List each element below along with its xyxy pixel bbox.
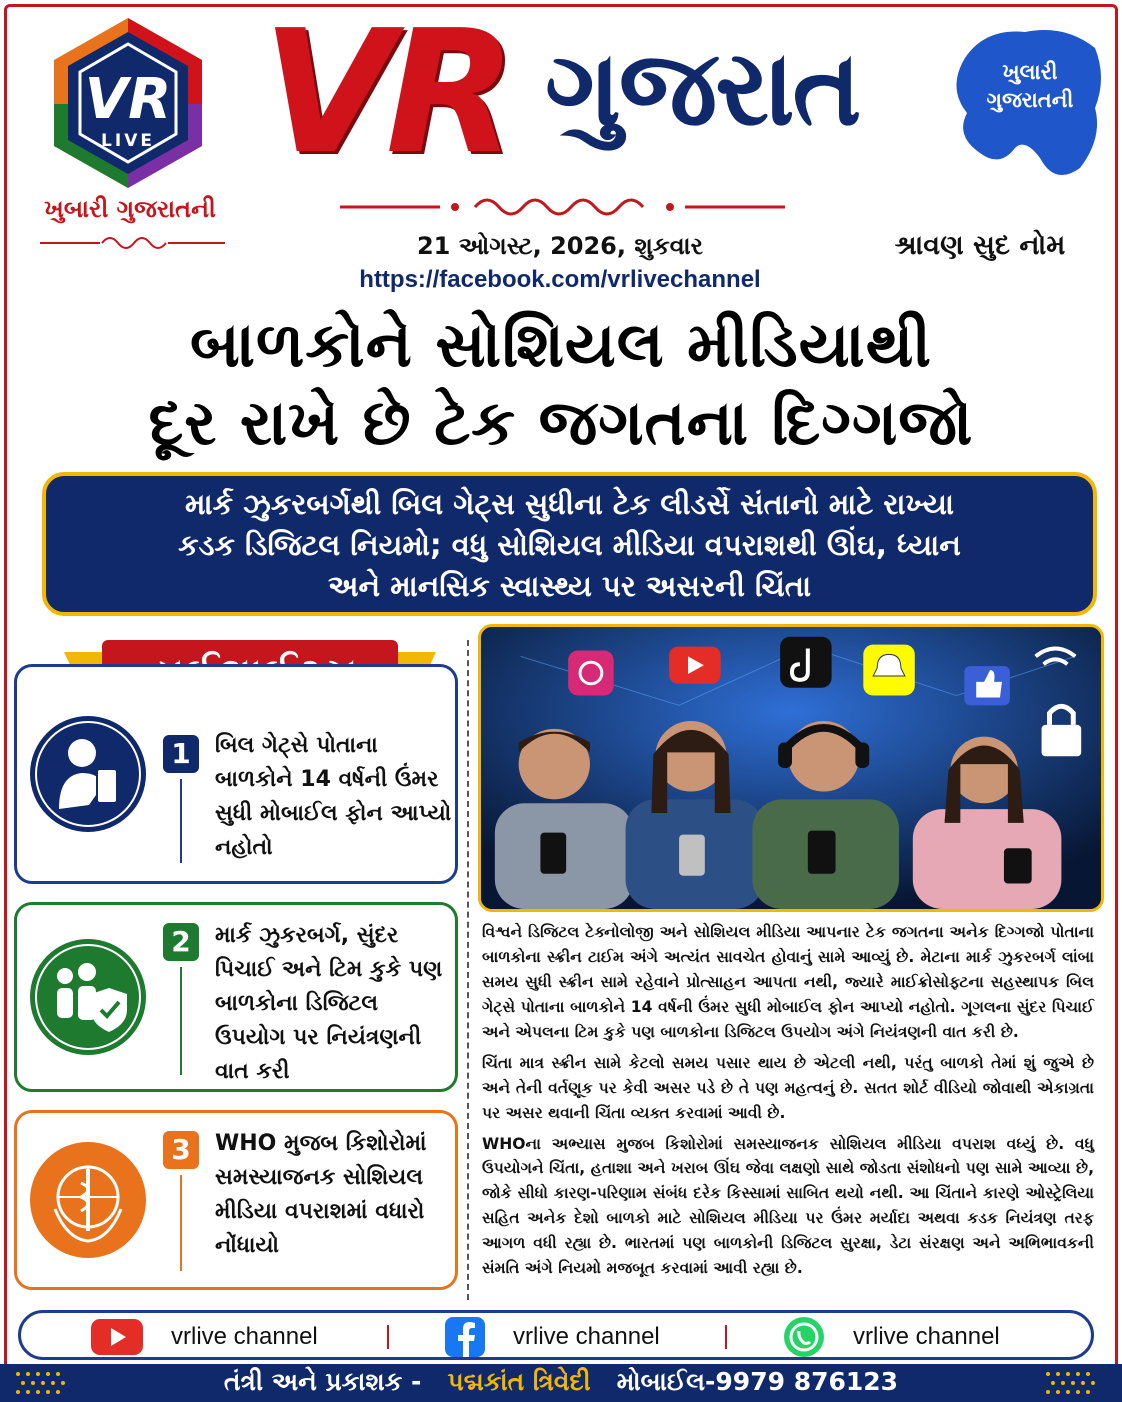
issue-date: 21 ઓગસ્ટ, 2026, શુકવાર — [416, 232, 704, 260]
column-divider — [467, 640, 469, 1300]
tithi-date: શ્રાવણ સુદ નોમ — [894, 230, 1066, 261]
highlight-card-3 — [14, 1110, 458, 1290]
youtube-label: vrlive channel — [171, 1323, 318, 1350]
subheadline-box — [42, 472, 1097, 616]
kids-with-phones-photo — [478, 624, 1104, 912]
facebook-icon — [445, 1317, 485, 1357]
masthead-flourish — [340, 192, 785, 222]
facebook-link[interactable] — [445, 1319, 660, 1355]
subheadline-line2: કડક ડિજિટલ નિયમો; વધુ સોશિયલ મીડિયા વપરાશથી ઊંઘ, ધ્યાન — [178, 528, 961, 563]
highlight-card-2 — [14, 902, 458, 1092]
masthead-vr: VR — [262, 0, 509, 192]
highlight-divider-line — [180, 1175, 182, 1271]
whatsapp-icon — [783, 1316, 825, 1358]
social-separator — [725, 1325, 727, 1349]
youtube-link[interactable] — [91, 1319, 318, 1355]
svg-text:VR: VR — [84, 67, 172, 132]
map-label-line2: ગુજરાતની — [986, 88, 1074, 113]
highlight-divider-line — [180, 779, 182, 863]
social-separator — [387, 1325, 389, 1349]
whatsapp-link[interactable] — [783, 1319, 1000, 1355]
highlight-text-2: માર્ક ઝુકરબર્ગ, સુંદર પિચાઈ અને ટિમ કુકે પણ બાળકોના ડિજિટલ ઉપયોગ પર નિયંત્રણની વાત કરી — [215, 923, 443, 1085]
headline-line1: બાળકોને સોશિયલ મીડિયાથી — [190, 308, 932, 381]
family-shield-icon — [27, 936, 149, 1058]
footer-bar — [0, 1364, 1122, 1402]
whatsapp-label: vrlive channel — [853, 1323, 1000, 1350]
logo-tagline: ખુબારી ગુજરાતની — [44, 195, 216, 223]
publisher-prefix: તંત્રી અને પ્રકાશક - — [223, 1367, 422, 1396]
publisher-mobile: મોબાઈલ-9979 876123 — [616, 1367, 899, 1396]
facebook-url-link[interactable]: https://facebook.com/vrlivechannel — [359, 266, 761, 293]
article-paragraph-3: WHOના અભ્યાસ મુજબ કિશોરોમાં સમસ્યાજનક સોશિયલ મીડિયા વપરાશ વધ્યું છે. વધુ ઉપયોગને ચિંતા, હતાશા અને ખરાબ ઊંઘ જેવા લક્ષણો સાથે જોડતા સંશોધનો પણ સામે આવ્યા છે, જોકે સીધો કારણ-પરિણામ સંબંધ દરેક કિસ્સામાં સાબિત થયો નથી. આ ચિંતાને કારણે ઓસ્ટ્રેલિયા સહિત અનેક દેશો બાળકો માટે સોશિયલ મીડિયા પર ઉંમર મર્યાદા અથવા કડક નિયંત્રણ તરફ આગળ વધી રહ્યા છે. ભારતમાં પણ બાળકોની ડિજિટલ સુરક્ષા, ડેટા સંરક્ષણ અને અભિભાવકની સંમતિ અંગે નિયમો મજબૂત કરવામાં આવી રહ્યા છે. — [482, 1134, 1094, 1278]
flourish-ornament — [40, 232, 225, 254]
publisher-line — [0, 1367, 1122, 1397]
headline-line2: દૂર રાખે છે ટેક જગતના દિગ્ગજો — [148, 385, 974, 459]
facebook-label: vrlive channel — [513, 1323, 660, 1350]
article-paragraph-1: વિશ્વને ડિજિટલ ટેક્નોલોજી અને સોશિયલ મીડિયા આપનાર ટેક જગતના અનેક દિગ્ગજો પોતાના બાળકોના સ્ક્રીન ટાઈમ અંગે અત્યંત સાવચેત હોવાનું સામે આવ્યું છે. મેટાના માર્ક ઝુકરબર્ગ લાંબા સમય સુધી સ્ક્રીન સામે રહેવાને પ્રોત્સાહન આપતા નથી, જ્યારે માઈક્રોસોફ્ટના સહસ્થાપક બિલ ગેટ્સે પોતાના બાળકોને 14 વર્ષની ઉંમર સુધી મોબાઈલ ફોન આપ્યો નહોતો. ગૂગલના સુંદર પિચાઈ અને એપલના ટિમ કુકે પણ બાળકોના ડિજિટલ ઉપયોગ અંગે નિયંત્રણની વાત કરી છે. — [482, 923, 1094, 1041]
svg-text:LIVE: LIVE — [101, 131, 155, 151]
highlight-text-3: WHO મુજબ કિશોરોમાં સમસ્યાજનક સોશિયલ મીડિયા વપરાશમાં વધારો નોંધાયો — [215, 1131, 427, 1259]
lock-icon — [1042, 725, 1082, 756]
who-emblem-icon — [27, 1139, 149, 1261]
youtube-icon — [91, 1319, 143, 1355]
publisher-name: પદ્મકાંત ત્રિવેદી — [447, 1367, 591, 1396]
article-paragraph-2: ચિંતા માત્ર સ્ક્રીન સામે કેટલો સમય પસાર થાય છે એટલી નથી, પરંતુ બાળકો તેમાં શું જુએ છે અને તેની વર્તણૂક પર કેવી અસર પડે છે તે પણ મહત્વનું છે. સતત શોર્ટ વીડિયો જોવાથી એકાગ્રતા પર અસર થવાની ચિંતા વ્યક્ત કરવામાં આવી છે. — [482, 1053, 1094, 1122]
headline — [30, 306, 1092, 461]
masthead-gujarat: ગુજરાત — [545, 27, 860, 149]
highlight-text-1: બિલ ગેટ્સે પોતાના બાળકોને 14 વર્ષની ઉંમર સુધી મોબાઈલ ફોન આપ્યો નહોતો — [215, 733, 452, 861]
highlight-card-1 — [14, 664, 458, 884]
map-label-line1: ખુલારી — [1002, 60, 1058, 84]
map-label — [975, 58, 1085, 115]
child-phone-icon — [27, 713, 149, 835]
vr-live-logo — [48, 14, 208, 192]
highlight-number-2: 2 — [163, 923, 199, 961]
highlight-number-3: 3 — [163, 1131, 199, 1169]
instagram-icon — [568, 651, 614, 696]
social-links-bar — [18, 1310, 1094, 1360]
subheadline-line3: અને માનસિક સ્વાસ્થ્ય પર અસરની ચિંતા — [327, 569, 812, 604]
highlight-divider-line — [180, 967, 182, 1075]
article-body — [482, 920, 1094, 1287]
highlight-number-1: 1 — [163, 735, 199, 773]
subheadline-line1: માર્ક ઝુકરબર્ગથી બિલ ગેટ્સ સુધીના ટેક લીડર્સે સંતાનો માટે રાખ્યા — [185, 487, 954, 521]
